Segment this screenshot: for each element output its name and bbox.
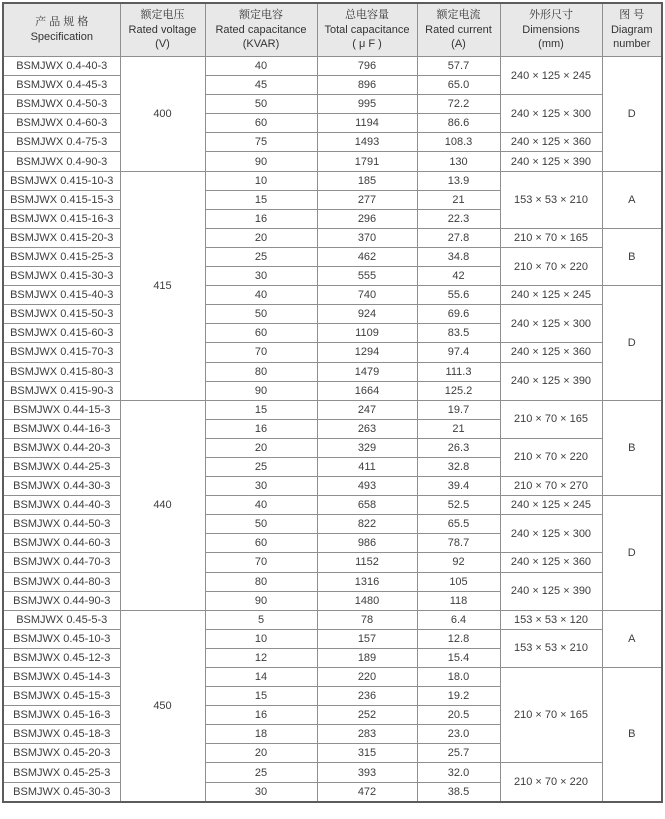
table-row	[3, 572, 662, 591]
total-capacitance-cell: 822	[317, 515, 417, 534]
capacitance-cell: 40	[205, 286, 317, 305]
diagram-cell: B	[602, 228, 662, 285]
dimensions-cell: 210 × 70 × 220	[500, 763, 602, 802]
spec-cell: BSMJWX 0.4-40-3	[3, 57, 120, 76]
current-cell: 6.4	[417, 610, 500, 629]
current-cell: 19.2	[417, 687, 500, 706]
capacitance-cell: 18	[205, 725, 317, 744]
total-capacitance-cell: 995	[317, 95, 417, 114]
capacitance-cell: 45	[205, 76, 317, 95]
current-cell: 38.5	[417, 782, 500, 802]
spec-cell: BSMJWX 0.415-90-3	[3, 381, 120, 400]
capacitance-cell: 60	[205, 534, 317, 553]
total-capacitance-cell: 1479	[317, 362, 417, 381]
current-cell: 130	[417, 152, 500, 171]
table-row	[3, 152, 662, 171]
total-capacitance-cell: 472	[317, 782, 417, 802]
header-total-capacitance: 总电容量 Total capacitance ( μ F )	[317, 3, 417, 57]
total-capacitance-cell: 296	[317, 209, 417, 228]
current-cell: 18.0	[417, 668, 500, 687]
total-capacitance-cell: 493	[317, 477, 417, 496]
capacitance-cell: 30	[205, 267, 317, 286]
capacitance-cell: 90	[205, 591, 317, 610]
total-capacitance-cell: 315	[317, 744, 417, 763]
capacitance-cell: 50	[205, 305, 317, 324]
current-cell: 52.5	[417, 496, 500, 515]
current-cell: 83.5	[417, 324, 500, 343]
total-capacitance-cell: 370	[317, 228, 417, 247]
spec-cell: BSMJWX 0.415-16-3	[3, 209, 120, 228]
total-capacitance-cell: 78	[317, 610, 417, 629]
capacitance-cell: 40	[205, 496, 317, 515]
total-capacitance-cell: 220	[317, 668, 417, 687]
current-cell: 86.6	[417, 114, 500, 133]
capacitance-cell: 15	[205, 400, 317, 419]
current-cell: 19.7	[417, 400, 500, 419]
total-capacitance-cell: 658	[317, 496, 417, 515]
spec-cell: BSMJWX 0.44-80-3	[3, 572, 120, 591]
current-cell: 125.2	[417, 381, 500, 400]
total-capacitance-cell: 986	[317, 534, 417, 553]
capacitance-cell: 40	[205, 57, 317, 76]
diagram-cell: D	[602, 57, 662, 172]
spec-cell: BSMJWX 0.45-25-3	[3, 763, 120, 782]
current-cell: 32.8	[417, 457, 500, 476]
spec-cell: BSMJWX 0.45-14-3	[3, 668, 120, 687]
current-cell: 25.7	[417, 744, 500, 763]
table-row	[3, 400, 662, 419]
dimensions-cell: 153 × 53 × 210	[500, 629, 602, 667]
capacitance-cell: 20	[205, 744, 317, 763]
capacitor-spec-table	[2, 2, 663, 803]
spec-cell: BSMJWX 0.45-18-3	[3, 725, 120, 744]
header-specification	[3, 3, 120, 57]
dimensions-cell: 240 × 125 × 390	[500, 572, 602, 610]
voltage-cell: 400	[120, 57, 205, 172]
capacitance-cell: 60	[205, 114, 317, 133]
spec-cell: BSMJWX 0.415-70-3	[3, 343, 120, 362]
capacitance-cell: 10	[205, 171, 317, 190]
dimensions-cell: 240 × 125 × 245	[500, 496, 602, 515]
capacitance-cell: 70	[205, 343, 317, 362]
dimensions-cell: 240 × 125 × 300	[500, 95, 602, 133]
total-capacitance-cell: 1294	[317, 343, 417, 362]
dimensions-cell: 210 × 70 × 220	[500, 247, 602, 285]
spec-cell: BSMJWX 0.415-50-3	[3, 305, 120, 324]
dimensions-cell: 210 × 70 × 165	[500, 228, 602, 247]
current-cell: 39.4	[417, 477, 500, 496]
capacitance-cell: 20	[205, 438, 317, 457]
capacitance-cell: 75	[205, 133, 317, 152]
capacitance-cell: 25	[205, 247, 317, 266]
total-capacitance-cell: 411	[317, 457, 417, 476]
current-cell: 42	[417, 267, 500, 286]
total-capacitance-cell: 740	[317, 286, 417, 305]
spec-cell: BSMJWX 0.415-10-3	[3, 171, 120, 190]
current-cell: 27.8	[417, 228, 500, 247]
current-cell: 78.7	[417, 534, 500, 553]
capacitance-cell: 12	[205, 648, 317, 667]
current-cell: 22.3	[417, 209, 500, 228]
table-row	[3, 362, 662, 381]
header-dimensions: 外形尺寸 Dimensions (mm)	[500, 3, 602, 57]
header-rated-capacitance: 额定电容 Rated capacitance (KVAR)	[205, 3, 317, 57]
header-specification-en: Specification	[30, 31, 93, 43]
current-cell: 26.3	[417, 438, 500, 457]
capacitance-cell: 20	[205, 228, 317, 247]
table-row	[3, 133, 662, 152]
current-cell: 108.3	[417, 133, 500, 152]
capacitance-cell: 80	[205, 572, 317, 591]
total-capacitance-cell: 1109	[317, 324, 417, 343]
header-diagram-number: 图 号 Diagram number	[602, 3, 662, 57]
capacitance-cell: 80	[205, 362, 317, 381]
current-cell: 72.2	[417, 95, 500, 114]
current-cell: 57.7	[417, 57, 500, 76]
capacitance-cell: 50	[205, 95, 317, 114]
spec-cell: BSMJWX 0.44-50-3	[3, 515, 120, 534]
current-cell: 69.6	[417, 305, 500, 324]
table-row	[3, 496, 662, 515]
dimensions-cell: 240 × 125 × 360	[500, 133, 602, 152]
dimensions-cell: 210 × 70 × 165	[500, 668, 602, 763]
spec-cell: BSMJWX 0.4-50-3	[3, 95, 120, 114]
capacitance-cell: 30	[205, 477, 317, 496]
total-capacitance-cell: 924	[317, 305, 417, 324]
total-capacitance-cell: 393	[317, 763, 417, 782]
current-cell: 15.4	[417, 648, 500, 667]
table-row	[3, 553, 662, 572]
capacitance-cell: 70	[205, 553, 317, 572]
table-row	[3, 57, 662, 76]
spec-cell: BSMJWX 0.44-70-3	[3, 553, 120, 572]
dimensions-cell: 153 × 53 × 210	[500, 171, 602, 228]
spec-cell: BSMJWX 0.44-60-3	[3, 534, 120, 553]
current-cell: 118	[417, 591, 500, 610]
current-cell: 92	[417, 553, 500, 572]
capacitance-cell: 14	[205, 668, 317, 687]
current-cell: 55.6	[417, 286, 500, 305]
spec-cell: BSMJWX 0.415-30-3	[3, 267, 120, 286]
total-capacitance-cell: 236	[317, 687, 417, 706]
voltage-cell: 450	[120, 610, 205, 801]
header-specification-zh: 产 品 规 格	[35, 16, 89, 29]
spec-cell: BSMJWX 0.415-40-3	[3, 286, 120, 305]
current-cell: 34.8	[417, 247, 500, 266]
spec-cell: BSMJWX 0.45-16-3	[3, 706, 120, 725]
current-cell: 20.5	[417, 706, 500, 725]
dimensions-cell: 240 × 125 × 360	[500, 343, 602, 362]
total-capacitance-cell: 189	[317, 648, 417, 667]
total-capacitance-cell: 462	[317, 247, 417, 266]
dimensions-cell: 240 × 125 × 360	[500, 553, 602, 572]
spec-cell: BSMJWX 0.415-60-3	[3, 324, 120, 343]
total-capacitance-cell: 1791	[317, 152, 417, 171]
spec-cell: BSMJWX 0.45-30-3	[3, 782, 120, 802]
dimensions-cell: 240 × 125 × 390	[500, 362, 602, 400]
dimensions-cell: 240 × 125 × 390	[500, 152, 602, 171]
header-rated-voltage: 额定电压 Rated voltage (V)	[120, 3, 205, 57]
header-rated-current: 额定电流 Rated current (A)	[417, 3, 500, 57]
current-cell: 97.4	[417, 343, 500, 362]
spec-cell: BSMJWX 0.415-25-3	[3, 247, 120, 266]
voltage-cell: 440	[120, 400, 205, 610]
table-row	[3, 629, 662, 648]
table-row	[3, 305, 662, 324]
total-capacitance-cell: 1664	[317, 381, 417, 400]
total-capacitance-cell: 1152	[317, 553, 417, 572]
table-row	[3, 247, 662, 266]
current-cell: 21	[417, 190, 500, 209]
total-capacitance-cell: 555	[317, 267, 417, 286]
spec-cell: BSMJWX 0.4-75-3	[3, 133, 120, 152]
capacitance-cell: 90	[205, 152, 317, 171]
current-cell: 21	[417, 419, 500, 438]
current-cell: 111.3	[417, 362, 500, 381]
capacitance-cell: 15	[205, 687, 317, 706]
diagram-cell: D	[602, 496, 662, 611]
capacitance-cell: 16	[205, 706, 317, 725]
table-row	[3, 477, 662, 496]
capacitance-cell: 16	[205, 419, 317, 438]
capacitance-cell: 25	[205, 763, 317, 782]
current-cell: 65.5	[417, 515, 500, 534]
spec-cell: BSMJWX 0.45-5-3	[3, 610, 120, 629]
diagram-cell: B	[602, 400, 662, 495]
capacitance-cell: 16	[205, 209, 317, 228]
spec-cell: BSMJWX 0.4-90-3	[3, 152, 120, 171]
table-row	[3, 515, 662, 534]
table-row	[3, 668, 662, 687]
total-capacitance-cell: 1493	[317, 133, 417, 152]
spec-cell: BSMJWX 0.415-15-3	[3, 190, 120, 209]
spec-cell: BSMJWX 0.45-12-3	[3, 648, 120, 667]
diagram-cell: A	[602, 610, 662, 667]
capacitance-cell: 10	[205, 629, 317, 648]
spec-cell: BSMJWX 0.45-10-3	[3, 629, 120, 648]
total-capacitance-cell: 252	[317, 706, 417, 725]
total-capacitance-cell: 185	[317, 171, 417, 190]
current-cell: 65.0	[417, 76, 500, 95]
table-row	[3, 95, 662, 114]
table-row	[3, 343, 662, 362]
current-cell: 32.0	[417, 763, 500, 782]
total-capacitance-cell: 283	[317, 725, 417, 744]
spec-cell: BSMJWX 0.45-15-3	[3, 687, 120, 706]
spec-cell: BSMJWX 0.4-60-3	[3, 114, 120, 133]
table-body	[3, 57, 662, 802]
total-capacitance-cell: 157	[317, 629, 417, 648]
spec-cell: BSMJWX 0.45-20-3	[3, 744, 120, 763]
capacitance-cell: 90	[205, 381, 317, 400]
dimensions-cell: 240 × 125 × 245	[500, 57, 602, 95]
spec-cell: BSMJWX 0.44-90-3	[3, 591, 120, 610]
current-cell: 13.9	[417, 171, 500, 190]
diagram-cell: A	[602, 171, 662, 228]
spec-cell: BSMJWX 0.44-25-3	[3, 457, 120, 476]
dimensions-cell: 240 × 125 × 300	[500, 305, 602, 343]
table-row	[3, 228, 662, 247]
capacitance-cell: 50	[205, 515, 317, 534]
spec-cell: BSMJWX 0.44-15-3	[3, 400, 120, 419]
spec-cell: BSMJWX 0.415-80-3	[3, 362, 120, 381]
capacitance-cell: 5	[205, 610, 317, 629]
capacitance-cell: 30	[205, 782, 317, 802]
capacitance-cell: 25	[205, 457, 317, 476]
capacitance-cell: 15	[205, 190, 317, 209]
table-header	[3, 3, 662, 57]
spec-cell: BSMJWX 0.44-16-3	[3, 419, 120, 438]
dimensions-cell: 210 × 70 × 220	[500, 438, 602, 476]
diagram-cell: B	[602, 668, 662, 802]
dimensions-cell: 240 × 125 × 300	[500, 515, 602, 553]
dimensions-cell: 153 × 53 × 120	[500, 610, 602, 629]
total-capacitance-cell: 1480	[317, 591, 417, 610]
dimensions-cell: 210 × 70 × 270	[500, 477, 602, 496]
spec-cell: BSMJWX 0.4-45-3	[3, 76, 120, 95]
spec-cell: BSMJWX 0.415-20-3	[3, 228, 120, 247]
total-capacitance-cell: 263	[317, 419, 417, 438]
current-cell: 12.8	[417, 629, 500, 648]
total-capacitance-cell: 247	[317, 400, 417, 419]
table-row	[3, 286, 662, 305]
spec-cell: BSMJWX 0.44-30-3	[3, 477, 120, 496]
table-row	[3, 171, 662, 190]
dimensions-cell: 240 × 125 × 245	[500, 286, 602, 305]
total-capacitance-cell: 796	[317, 57, 417, 76]
total-capacitance-cell: 329	[317, 438, 417, 457]
total-capacitance-cell: 1316	[317, 572, 417, 591]
voltage-cell: 415	[120, 171, 205, 400]
current-cell: 105	[417, 572, 500, 591]
total-capacitance-cell: 896	[317, 76, 417, 95]
table-row	[3, 763, 662, 782]
table-row	[3, 610, 662, 629]
diagram-cell: D	[602, 286, 662, 401]
dimensions-cell: 210 × 70 × 165	[500, 400, 602, 438]
total-capacitance-cell: 1194	[317, 114, 417, 133]
spec-cell: BSMJWX 0.44-40-3	[3, 496, 120, 515]
table-row	[3, 438, 662, 457]
spec-cell: BSMJWX 0.44-20-3	[3, 438, 120, 457]
current-cell: 23.0	[417, 725, 500, 744]
total-capacitance-cell: 277	[317, 190, 417, 209]
capacitance-cell: 60	[205, 324, 317, 343]
